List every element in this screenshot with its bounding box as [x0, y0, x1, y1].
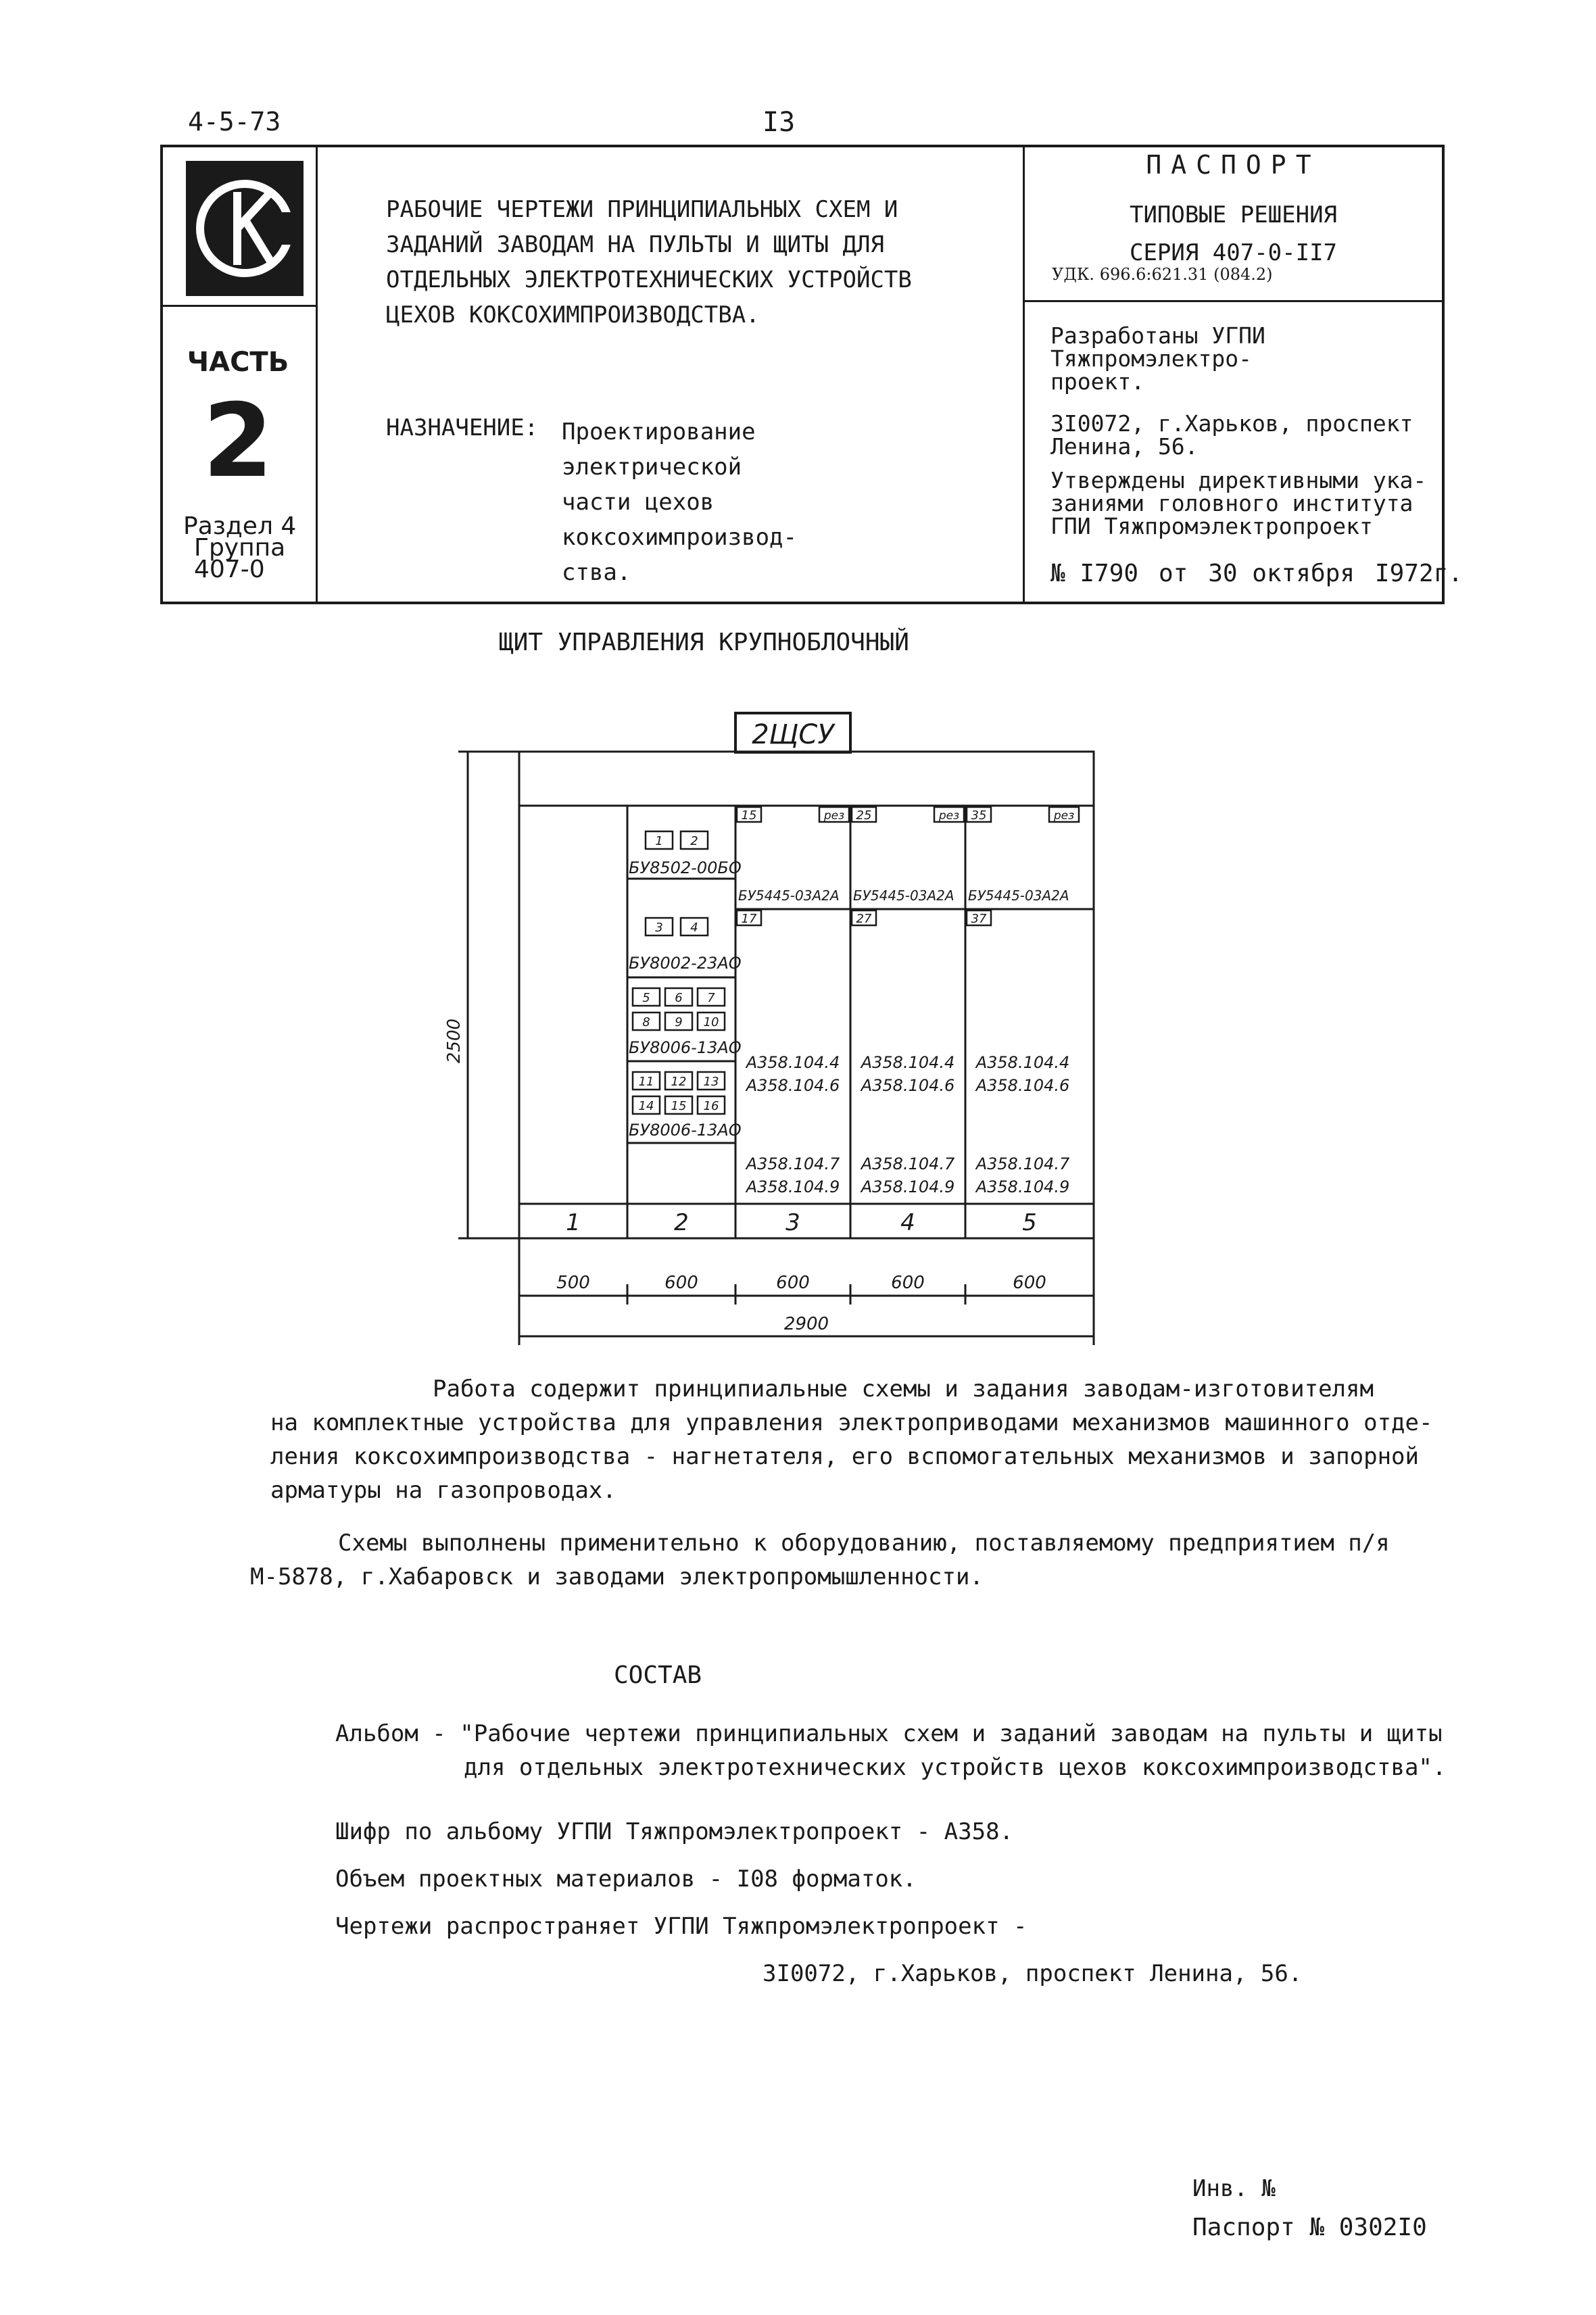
- section-number: 5: [1022, 1209, 1037, 1236]
- cell-number: 11: [638, 1075, 654, 1089]
- col2-label-1: БУ8502-00БО: [629, 858, 742, 877]
- cell-number: 4: [690, 921, 698, 935]
- album-cipher: Шифр по альбому УГПИ Тяжпромэлектропроект - А358.: [335, 1818, 1014, 1845]
- col2-label-2: БУ8002-23АО: [629, 954, 742, 973]
- developer-line: Разработаны УГПИ Тяжпромэлектро-: [1050, 322, 1265, 372]
- panel-name: 2ЩСУ: [752, 719, 834, 750]
- block-number: 27: [856, 912, 872, 926]
- section-label: Раздел 4: [183, 512, 297, 540]
- section-width: 600: [664, 1273, 698, 1293]
- order-number: № I790: [1050, 560, 1139, 587]
- col2-label-3: БУ8006-13АО: [629, 1038, 742, 1057]
- title-line: ЦЕХОВ КОКСОХИМПРОИЗВОДСТВА.: [386, 301, 760, 328]
- materials-volume: Объем проектных материалов - I08 форматок.: [335, 1866, 917, 1893]
- device-code: А358.104.6: [861, 1076, 955, 1095]
- cell-number: 15: [671, 1099, 687, 1113]
- purpose-line: Проектирование электрической: [562, 418, 756, 481]
- device-code: А358.104.7: [861, 1154, 955, 1173]
- cell-number: 5: [642, 991, 650, 1005]
- inventory-label: Инв. №: [1192, 2175, 1276, 2202]
- paragraph-line: ления коксохимпроизводства - нагнетателя, его вспомогательных механизмов и запорной: [270, 1443, 1419, 1470]
- section-width: 600: [891, 1273, 925, 1293]
- group-label: Группа: [194, 534, 286, 562]
- group-code: 407-0: [194, 556, 265, 583]
- cell-number: 8: [642, 1015, 650, 1029]
- block-number: 37: [971, 912, 987, 926]
- ck-logo-icon: [186, 161, 304, 296]
- series-block: [1025, 196, 1442, 272]
- section-number: 1: [566, 1209, 581, 1236]
- title-line: ЗАДАНИЙ ЗАВОДАМ НА ПУЛЬТЫ И ЩИТЫ ДЛЯ: [386, 231, 884, 258]
- passport-header: [160, 145, 1463, 604]
- top-number: 25: [856, 808, 872, 823]
- schemes-paragraph: [250, 1526, 1390, 1594]
- device-code: А358.104.7: [975, 1154, 1070, 1173]
- cell-number: 2: [690, 834, 698, 848]
- device-code: А358.104.4: [746, 1053, 840, 1072]
- developer-block: [1050, 324, 1442, 458]
- cell-number: 10: [703, 1015, 719, 1029]
- approval-line: Утверждены директивными ука-: [1050, 467, 1427, 493]
- panel-title: ЩИТ УПРАВЛЕНИЯ КРУПНОБЛОЧНЫЙ: [499, 629, 909, 656]
- paragraph-line: на комплектные устройства для управления электроприводами механизмов машинного отде-: [270, 1409, 1433, 1436]
- title-line: ОТДЕЛЬНЫХ ЭЛЕКТРОТЕХНИЧЕСКИХ УСТРОЙСТВ: [386, 266, 912, 293]
- top-number: 35: [971, 808, 987, 823]
- panel-drawing: [419, 703, 1176, 1348]
- purpose-label: НАЗНАЧЕНИЕ:: [386, 414, 539, 441]
- order-line: [1050, 560, 1463, 587]
- page-number: I3: [763, 107, 796, 138]
- part-number: 2: [202, 383, 274, 500]
- cell-number: 14: [638, 1099, 654, 1113]
- section-number: 3: [785, 1209, 800, 1236]
- approval-block: [1050, 469, 1426, 538]
- device-code: А358.104.6: [746, 1076, 840, 1095]
- cell-number: 12: [671, 1075, 687, 1089]
- address-line: 3I0072, г.Харьков, проспект: [1050, 410, 1413, 437]
- block-label: БУ5445-03А2А: [968, 887, 1069, 904]
- device-code: А358.104.4: [861, 1053, 955, 1072]
- document-code: 4-5-73: [188, 107, 281, 137]
- address-line: Ленина, 56.: [1050, 433, 1199, 460]
- block-label: БУ5445-03А2А: [853, 887, 954, 904]
- composition-title: СОСТАВ: [614, 1661, 702, 1689]
- order-year: I972г.: [1374, 560, 1463, 587]
- top-number: 15: [741, 808, 757, 823]
- section-width: 600: [776, 1273, 810, 1293]
- order-from: от: [1158, 560, 1188, 587]
- device-code: А358.104.6: [975, 1076, 1070, 1095]
- purpose-line: ства.: [562, 559, 631, 586]
- purpose-text: [562, 414, 940, 590]
- device-code: А358.104.9: [861, 1177, 955, 1196]
- passport-title: ПАСПОРТ: [1146, 150, 1321, 180]
- block-label: БУ5445-03А2А: [738, 887, 840, 904]
- cell-number: 6: [675, 991, 683, 1005]
- description-paragraph: [270, 1372, 1432, 1507]
- order-date: 30 октября: [1208, 560, 1355, 587]
- cell-number: 3: [655, 921, 663, 935]
- cell-number: 13: [703, 1075, 719, 1089]
- passport-number: Паспорт № 0302I0: [1192, 2214, 1427, 2241]
- distributor-address: 3I0072, г.Харьков, проспект Ленина, 56.: [763, 1960, 1303, 1987]
- purpose-line: части цехов коксохимпроизвод-: [562, 489, 797, 551]
- udk-code: УДК. 696.6:621.31 (084.2): [1052, 265, 1273, 284]
- block-number: 17: [741, 912, 757, 926]
- height-dimension: 2500: [444, 1018, 464, 1064]
- approval-line: заниями головного института: [1050, 490, 1413, 516]
- approval-line: ГПИ Тяжпромэлектропроект: [1050, 513, 1373, 539]
- total-width: 2900: [783, 1314, 829, 1334]
- col2-label-4: БУ8006-13АО: [629, 1121, 742, 1140]
- title-line: РАБОЧИЕ ЧЕРТЕЖИ ПРИНЦИПИАЛЬНЫХ СХЕМ И: [386, 196, 898, 223]
- cell-number: 7: [707, 991, 715, 1005]
- paragraph-line: Схемы выполнены применительно к оборудованию, поставляемому предприятием п/я: [338, 1530, 1390, 1557]
- section-number: 2: [674, 1209, 689, 1236]
- paragraph-line: М-5878, г.Хабаровск и заводами электропромышленности.: [250, 1563, 984, 1590]
- device-code: А358.104.7: [746, 1154, 840, 1173]
- album-line: Альбом - "Рабочие чертежи принципиальных схем и заданий заводам на пульты и щиты: [335, 1720, 1443, 1747]
- series-code: СЕРИЯ 407-0-II7: [1129, 239, 1338, 266]
- album-description: [335, 1717, 1446, 1784]
- device-code: А358.104.9: [746, 1177, 840, 1196]
- reserve-label: рез: [823, 809, 845, 823]
- device-code: А358.104.4: [975, 1053, 1070, 1072]
- document-title: [386, 192, 912, 333]
- cell-number: 16: [703, 1099, 719, 1113]
- cell-number: 9: [675, 1015, 683, 1029]
- typical-solutions: ТИПОВЫЕ РЕШЕНИЯ: [1129, 201, 1338, 228]
- cell-number: 1: [655, 834, 663, 848]
- section-width: 500: [556, 1273, 590, 1293]
- paragraph-line: арматуры на газопроводах.: [270, 1477, 616, 1504]
- section-width: 600: [1013, 1273, 1046, 1293]
- section-block: [183, 512, 297, 583]
- paragraph-line: Работа содержит принципиальные схемы и задания заводам-изготовителям: [433, 1375, 1374, 1403]
- passport-column: [1025, 147, 1463, 602]
- reserve-label: рез: [1053, 809, 1075, 823]
- device-code: А358.104.9: [975, 1177, 1070, 1196]
- developer-line: проект.: [1050, 368, 1145, 395]
- reserve-label: рез: [938, 809, 960, 823]
- distributor: Чертежи распространяет УГПИ Тяжпромэлектропроект -: [335, 1913, 1027, 1940]
- part-label: ЧАСТЬ: [187, 347, 289, 378]
- album-line: для отдельных электротехнических устройств цехов коксохимпроизводства".: [464, 1754, 1447, 1781]
- section-number: 4: [900, 1209, 915, 1236]
